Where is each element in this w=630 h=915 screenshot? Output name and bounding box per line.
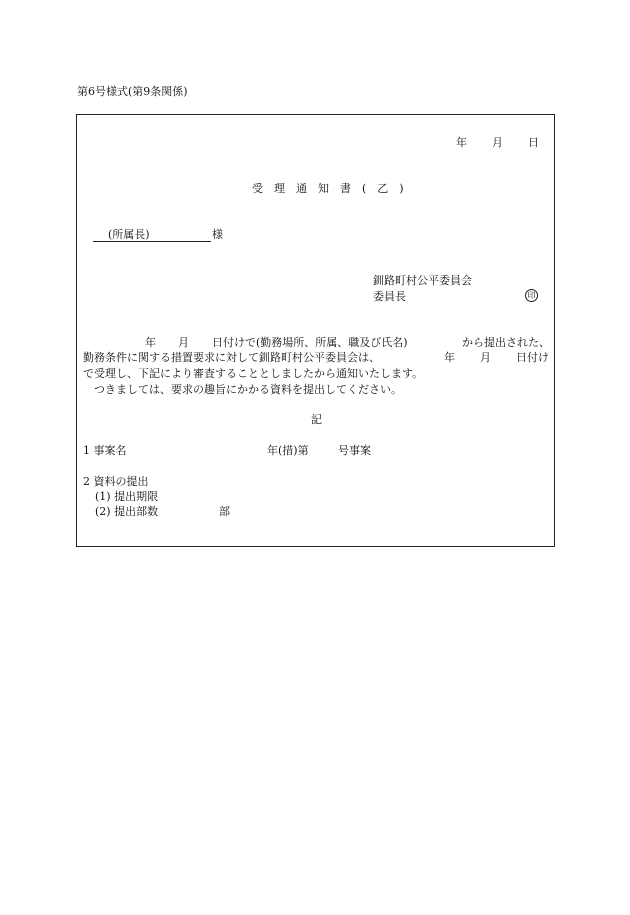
item1-label: 1 事案名 <box>83 444 127 457</box>
body-line2-head: 勤務条件に関する措置要求に対して釧路町村公平委員会は、 <box>83 351 380 364</box>
sender-role: 委員長 <box>373 290 406 303</box>
item1-suffix: 号事案 <box>338 444 371 457</box>
date-day: 日 <box>528 136 539 149</box>
item2-sub1: (1) 提出期限 <box>95 490 159 503</box>
document-title: 受理通知書(乙) <box>252 182 415 195</box>
item1-year: 年(措)第 <box>267 444 309 457</box>
item2-sub2-unit: 部 <box>219 505 230 518</box>
body-line1-tail: から提出された、 <box>462 336 550 349</box>
body-line3: で受理し、下記により審査することとしましたから通知いたします。 <box>83 367 424 380</box>
sender-organization: 釧路町村公平委員会 <box>373 274 472 287</box>
body-line2-month: 月 <box>480 351 491 364</box>
seal-icon: 印 <box>525 289 538 302</box>
form-label: 第6号様式(第9条関係) <box>77 85 188 98</box>
body-line2-tail: 日付け <box>516 351 549 364</box>
addressee-honorific: 様 <box>212 228 223 241</box>
addressee-underline <box>93 241 211 242</box>
body-line4: つきましては、要求の趣旨にかかる資料を提出してください。 <box>94 383 402 396</box>
body-line2-year: 年 <box>444 351 455 364</box>
date-year: 年 <box>456 136 467 149</box>
item2-label: 2 資料の提出 <box>83 475 149 488</box>
body-line1-month: 月 <box>178 336 189 349</box>
body-line1-year: 年 <box>145 336 156 349</box>
date-month: 月 <box>492 136 503 149</box>
body-line1-rest: 日付けで(勤務場所、所属、職及び氏名) <box>212 336 408 349</box>
ki-heading: 記 <box>311 413 322 426</box>
addressee-name: (所属長) <box>108 228 150 241</box>
item2-sub2: (2) 提出部数 <box>95 505 159 518</box>
